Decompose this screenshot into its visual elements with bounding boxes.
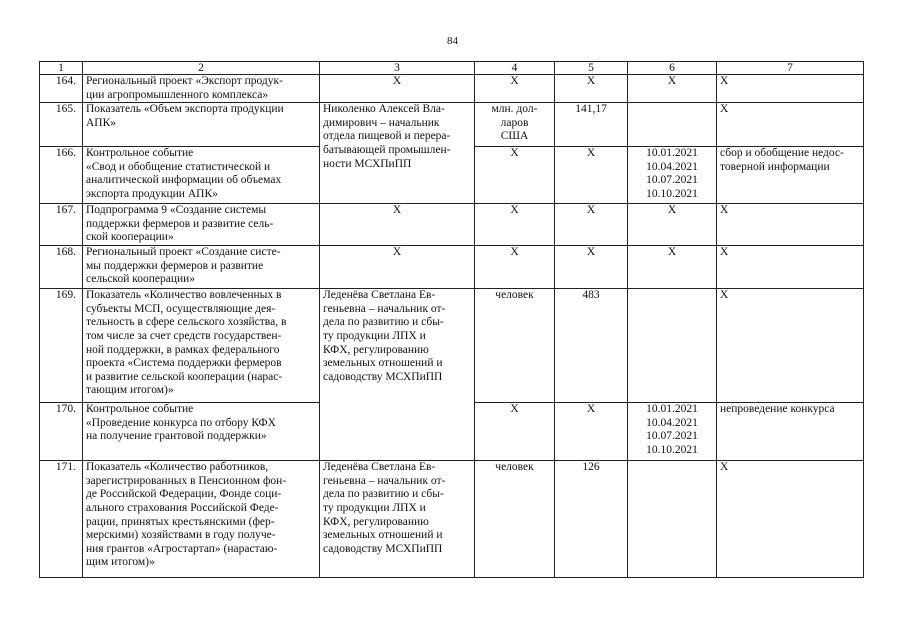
row-number: 166. [40, 147, 83, 204]
table-row [40, 246, 864, 289]
row-unit: X [475, 147, 555, 204]
row-dates: 10.01.2021 10.04.2021 10.07.2021 10.10.2021 [628, 147, 717, 204]
row-number: 167. [40, 204, 83, 246]
row-name: Подпрограмма 9 «Создание системы поддержки фермеров и развитие сель- ской кооперации» [83, 204, 320, 246]
row-value: X [555, 75, 628, 103]
row-risk: X [717, 246, 864, 289]
row-responsible: Николенко Алексей Вла- димирович – начальник отдела пищевой и перера- батывающей промышлен- ности МСХПиПП [320, 103, 475, 204]
row-number: 164. [40, 75, 83, 103]
row-value: X [555, 246, 628, 289]
row-risk: сбор и обобщение недос- товерной информации [717, 147, 864, 204]
table-header-row [40, 62, 864, 75]
column-header: 6 [628, 62, 717, 75]
row-number: 165. [40, 103, 83, 147]
row-value: 483 [555, 289, 628, 403]
row-value: X [555, 403, 628, 461]
row-dates: X [628, 75, 717, 103]
column-header: 4 [475, 62, 555, 75]
table-row [40, 75, 864, 103]
row-name: Региональный проект «Экспорт продук- ции агропромышленного комплекса» [83, 75, 320, 103]
row-unit: человек [475, 461, 555, 578]
row-value: 141,17 [555, 103, 628, 147]
row-responsible: X [320, 204, 475, 246]
row-number: 169. [40, 289, 83, 403]
table-row [40, 204, 864, 246]
row-unit: млн. дол- ларов США [475, 103, 555, 147]
row-risk: X [717, 289, 864, 403]
row-risk: X [717, 461, 864, 578]
column-header: 7 [717, 62, 864, 75]
row-risk: X [717, 204, 864, 246]
column-header: 3 [320, 62, 475, 75]
row-name: Контрольное событие «Проведение конкурса по отбору КФХ на получение грантовой поддержки» [83, 403, 320, 461]
column-header: 1 [40, 62, 83, 75]
row-name: Контрольное событие «Свод и обобщение статистической и аналитической информации об объемах экспорта продукции АПК» [83, 147, 320, 204]
row-value: 126 [555, 461, 628, 578]
column-header: 2 [83, 62, 320, 75]
row-dates [628, 461, 717, 578]
row-value: X [555, 147, 628, 204]
row-dates: X [628, 204, 717, 246]
row-risk: X [717, 103, 864, 147]
row-risk: X [717, 75, 864, 103]
table-row [40, 289, 864, 403]
row-value: X [555, 204, 628, 246]
table-row [40, 103, 864, 147]
row-responsible: X [320, 246, 475, 289]
row-responsible: Леденёва Светлана Ев- геньевна – начальник от- дела по развитию и сбы- ту продукции ЛПХ и КФХ, регулированию земельных отношений и садоводству МСХПиПП [320, 461, 475, 578]
row-unit: человек [475, 289, 555, 403]
row-dates [628, 289, 717, 403]
column-header: 5 [555, 62, 628, 75]
row-name: Региональный проект «Создание систе- мы поддержки фермеров и развитие сельской кооперации» [83, 246, 320, 289]
row-dates: X [628, 246, 717, 289]
table-row [40, 461, 864, 578]
row-dates: 10.01.2021 10.04.2021 10.07.2021 10.10.2021 [628, 403, 717, 461]
row-number: 171. [40, 461, 83, 578]
row-responsible: Леденёва Светлана Ев- геньевна – начальник от- дела по развитию и сбы- ту продукции ЛПХ и КФХ, регулированию земельных отношений и садоводству МСХПиПП [320, 289, 475, 461]
row-dates [628, 103, 717, 147]
row-unit: X [475, 246, 555, 289]
row-unit: X [475, 403, 555, 461]
row-unit: X [475, 204, 555, 246]
row-name: Показатель «Объем экспорта продукции АПК» [83, 103, 320, 147]
row-unit: X [475, 75, 555, 103]
indicators-table [39, 61, 864, 578]
row-name: Показатель «Количество работников, зарегистрированных в Пенсионном фон- де Российской Федерации, Фонде соци- ального страхования Российской Феде- рации, принятых крестьянскими (фер- мерскими) хозяйствами в году получе- ния грантов «Агростартап» (нарастаю- щим итогом)» [83, 461, 320, 578]
row-name: Показатель «Количество вовлеченных в субъекты МСП, осуществляющие дея- тельность в сфере сельского хозяйства, в том числе за счет средств государствен- ной поддержки, в рамках федерального проекта «Система поддержки фермеров и развитие сельской кооперации (нарас- тающим итогом)» [83, 289, 320, 403]
row-number: 168. [40, 246, 83, 289]
row-risk: непроведение конкурса [717, 403, 864, 461]
row-responsible: X [320, 75, 475, 103]
page-number: 84 [447, 35, 458, 47]
row-number: 170. [40, 403, 83, 461]
